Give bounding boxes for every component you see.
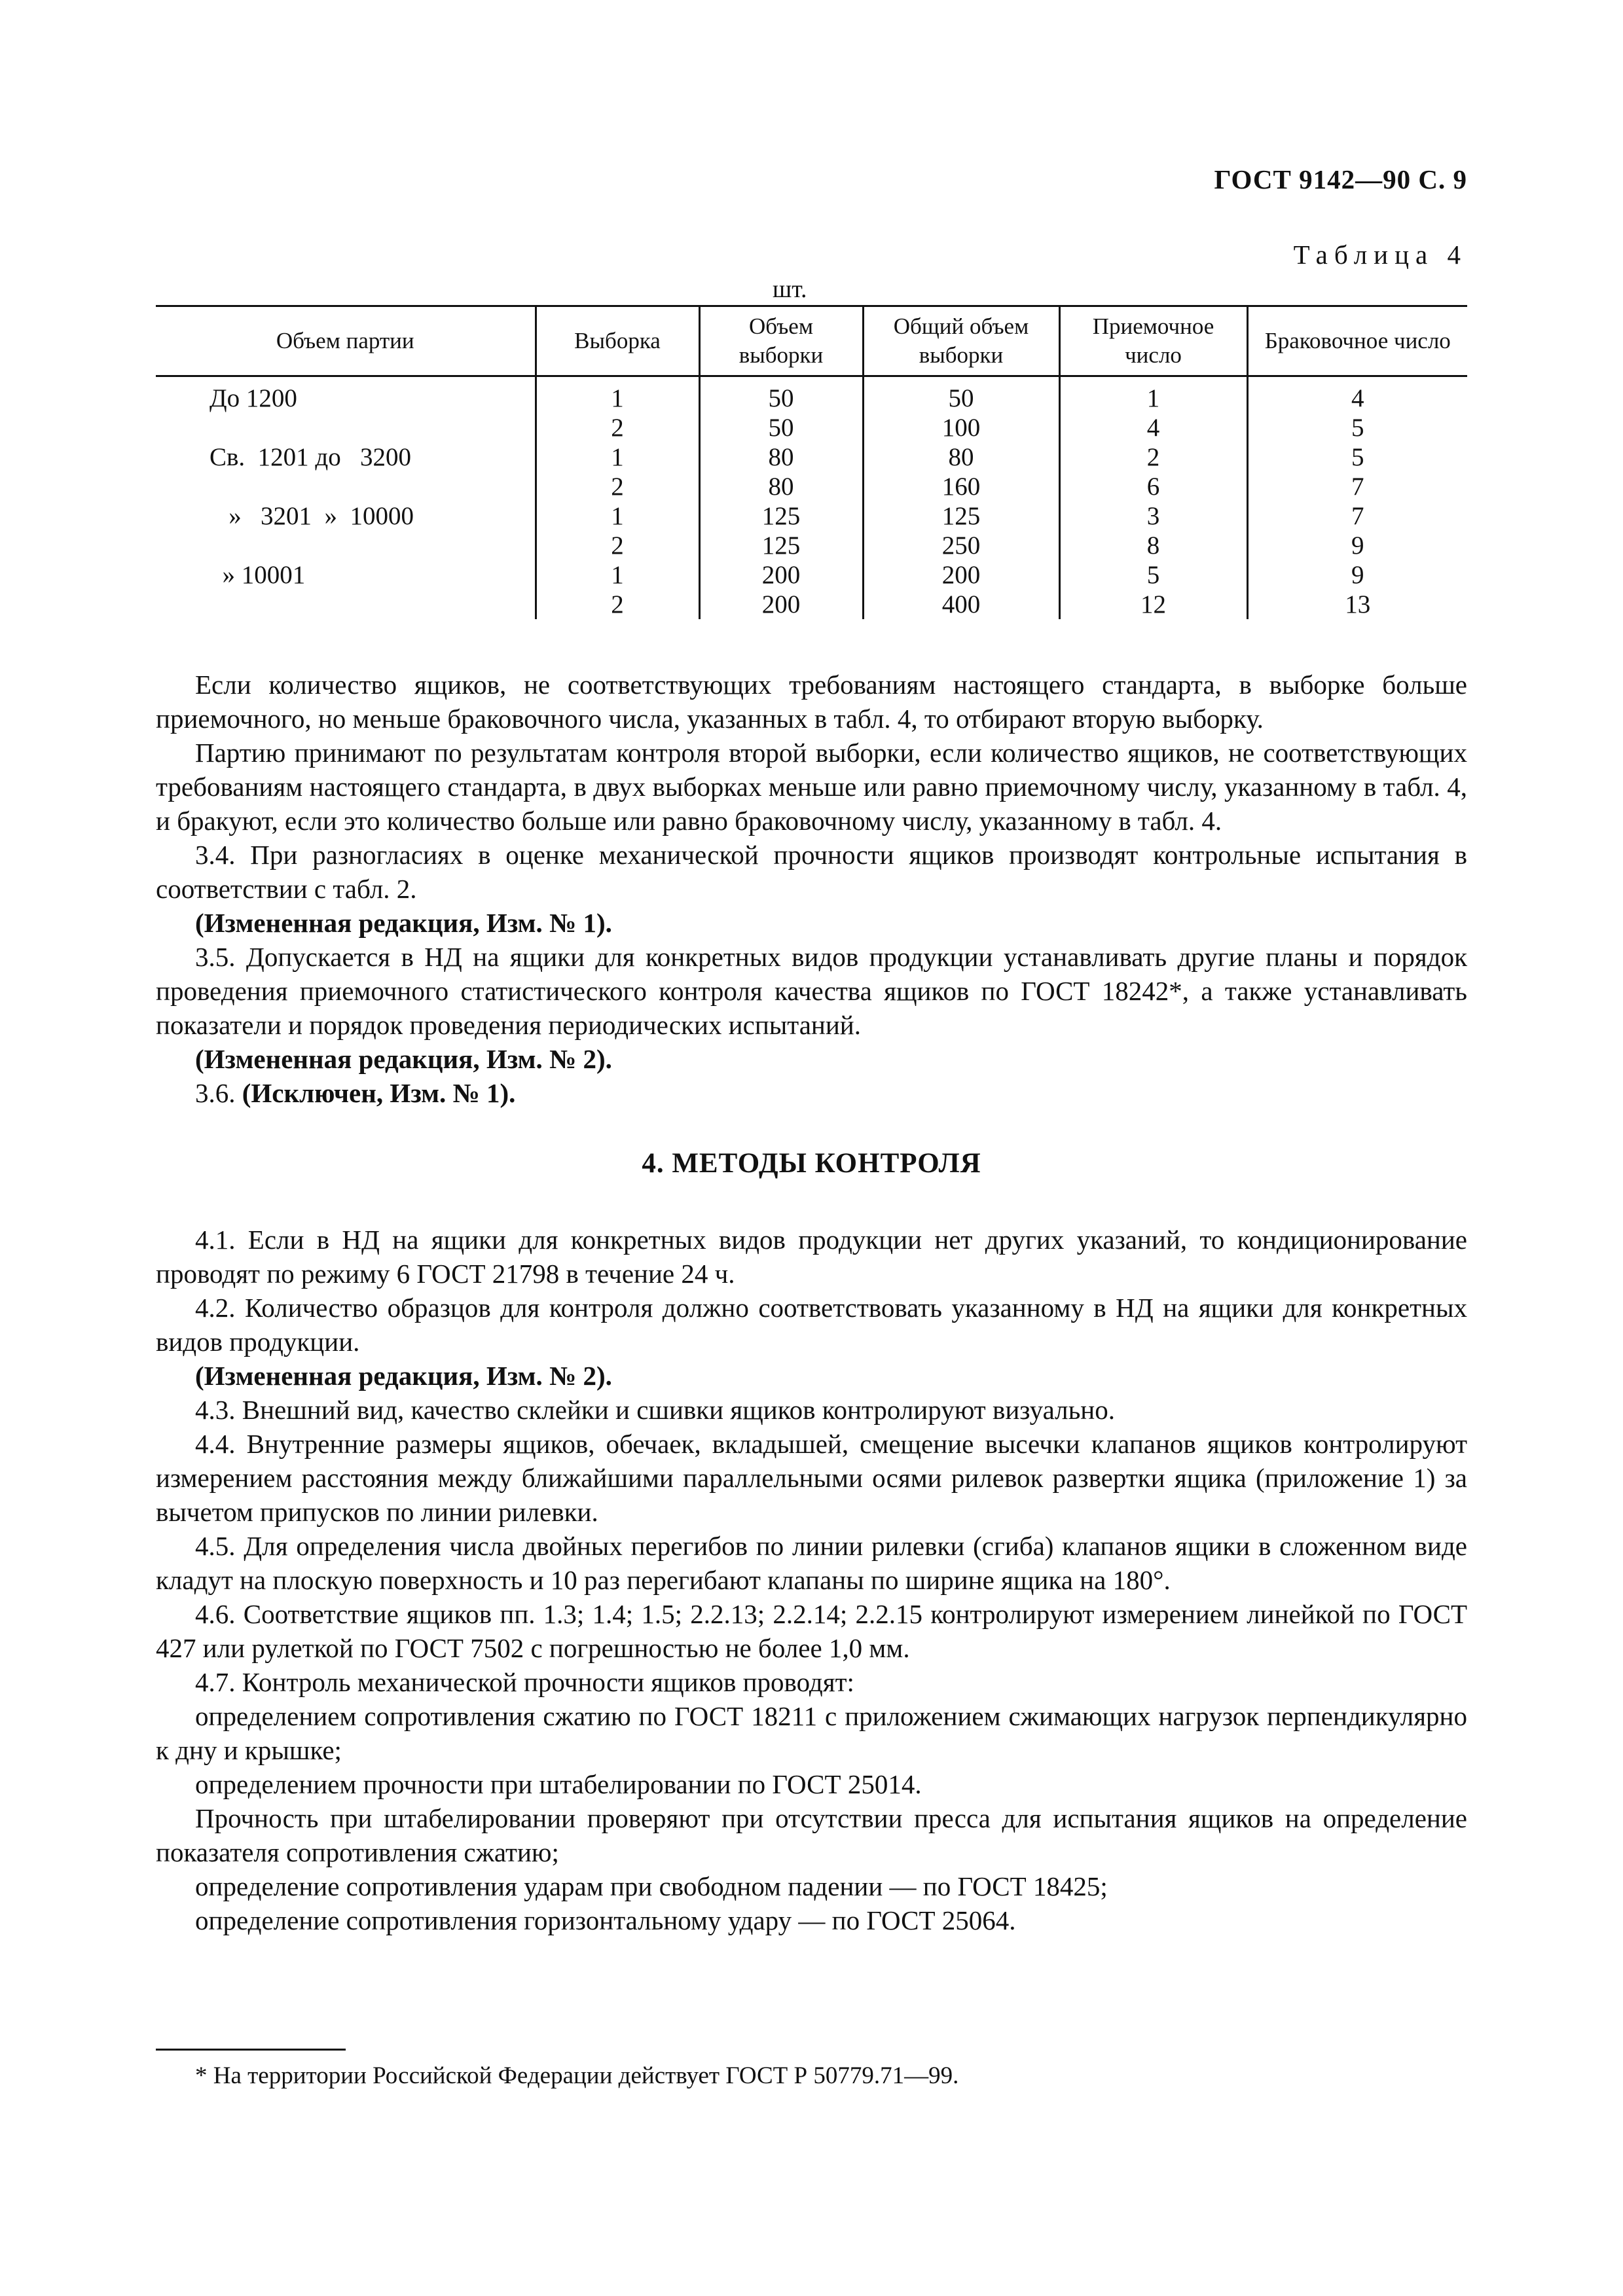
table-cell-reject: 9 [1247, 560, 1467, 590]
table-cell-total: 125 [863, 501, 1059, 531]
table-cell-sample-size: 125 [699, 501, 863, 531]
paragraph: 4.1. Если в НД на ящики для конкретных видов продукции нет других указаний, то кондиционирование проводят по режиму 6 ГОСТ 21798 в течение 24 ч. [156, 1225, 1467, 1289]
table-cell-total: 200 [863, 560, 1059, 590]
table-cell-batch [156, 531, 536, 560]
sampling-table [156, 305, 1467, 619]
table-cell-sample: 2 [536, 531, 699, 560]
amendment-note: (Измененная редакция, Изм. № 2). [195, 1361, 612, 1391]
paragraph: 4.6. Соответствие ящиков пп. 1.3; 1.4; 1.5; 2.2.13; 2.2.14; 2.2.15 контролируют измерением линейкой по ГОСТ 427 или рулеткой по ГОСТ 7502 с погрешностью не более 1,0 мм. [156, 1599, 1467, 1663]
table-row [156, 531, 1467, 560]
table-cell-total: 400 [863, 590, 1059, 619]
amendment-note: (Измененная редакция, Изм. № 1). [195, 908, 612, 938]
table-cell-accept: 5 [1059, 560, 1247, 590]
table-cell-sample: 1 [536, 376, 699, 414]
table-cell-reject: 7 [1247, 501, 1467, 531]
column-header: Объем выборки [699, 306, 863, 376]
table-cell-accept: 8 [1059, 531, 1247, 560]
table-cell-batch: » 10001 [210, 561, 306, 589]
table-cell-reject: 4 [1247, 376, 1467, 414]
table-cell-sample: 2 [536, 472, 699, 501]
table-cell-accept: 3 [1059, 501, 1247, 531]
document-body [156, 668, 1467, 1937]
paragraph: 3.4. При разногласиях в оценке механической прочности ящиков производят контрольные испытания в соответствии с табл. 2. [156, 840, 1467, 904]
table-row [156, 413, 1467, 442]
paragraph: Прочность при штабелировании проверяют при отсутствии пресса для испытания ящиков на определение показателя сопротивления сжатию; [156, 1803, 1467, 1867]
section-4-paragraphs [156, 1223, 1467, 1937]
table-cell-total: 100 [863, 413, 1059, 442]
column-header: Общий объем выборки [863, 306, 1059, 376]
paragraph: определением сопротивления сжатию по ГОСТ 18211 с приложением сжимающих нагрузок перпендикулярно к дну и крышке; [156, 1701, 1467, 1765]
table-cell-sample-size: 125 [699, 531, 863, 560]
footnote: * На территории Российской Федерации действует ГОСТ Р 50779.71—99. [195, 2062, 959, 2089]
table-cell-sample: 1 [536, 442, 699, 472]
paragraph: 4.7. Контроль механической прочности ящиков проводят: [195, 1667, 854, 1697]
table-row [156, 472, 1467, 501]
table-row [156, 376, 1467, 414]
table-unit-label: шт. [773, 276, 807, 303]
table-header-row [156, 306, 1467, 376]
table-cell-reject: 7 [1247, 472, 1467, 501]
section-title: 4. МЕТОДЫ КОНТРОЛЯ [642, 1148, 981, 1179]
table-cell-reject: 5 [1247, 413, 1467, 442]
table-cell-reject: 9 [1247, 531, 1467, 560]
table-cell-accept: 12 [1059, 590, 1247, 619]
table-row [156, 501, 1467, 531]
table-cell-sample-size: 50 [699, 413, 863, 442]
paragraph: определением прочности при штабелировании по ГОСТ 25014. [195, 1769, 922, 1799]
table-row [156, 590, 1467, 619]
table-cell-accept: 6 [1059, 472, 1247, 501]
item-note: (Исключен, Изм. № 1). [242, 1078, 516, 1108]
table-cell-sample-size: 80 [699, 472, 863, 501]
table-cell-batch: До 1200 [210, 384, 297, 412]
item-number: 3.6. [195, 1078, 242, 1108]
table-cell-batch: » 3201 » 10000 [210, 502, 414, 530]
table-cell-accept: 4 [1059, 413, 1247, 442]
table-cell-sample: 2 [536, 413, 699, 442]
table-cell-sample: 2 [536, 590, 699, 619]
table-cell-accept: 2 [1059, 442, 1247, 472]
paragraph: 4.4. Внутренние размеры ящиков, обечаек, вкладышей, смещение высечки клапанов ящиков контролируют измерением расстояния между ближайшими параллельными осями рилевок развертки ящика (приложение 1) за вычетом припусков по линии рилевки. [156, 1429, 1467, 1527]
paragraph: Если количество ящиков, не соответствующих требованиям настоящего стандарта, в выборке больше приемочного, но меньше браковочного числа, указанных в табл. 4, то отбирают вторую выборку. [156, 670, 1467, 734]
table-cell-batch [156, 413, 536, 442]
page-header: ГОСТ 9142—90 С. 9 [1214, 164, 1467, 194]
table-cell-batch: Св. 1201 до 3200 [210, 443, 412, 471]
paragraph: определение сопротивления горизонтальному удару — по ГОСТ 25064. [195, 1905, 1016, 1935]
section-3-paragraphs [156, 668, 1467, 1076]
column-header: Выборка [536, 306, 699, 376]
paragraph: 3.5. Допускается в НД на ящики для конкретных видов продукции устанавливать другие планы и порядок проведения приемочного статистического контроля качества ящиков по ГОСТ 18242*, а также устанавливать показатели и порядок проведения периодических испытаний. [156, 942, 1467, 1040]
table-cell-reject: 5 [1247, 442, 1467, 472]
column-header: Браковочное число [1247, 306, 1467, 376]
table-cell-total: 80 [863, 442, 1059, 472]
paragraph: 4.5. Для определения числа двойных перегибов по линии рилевки (сгиба) клапанов ящики в сложенном виде кладут на плоскую поверхность и 10 раз перегибают клапаны по ширине ящика на 180°. [156, 1531, 1467, 1595]
table-cell-sample-size: 80 [699, 442, 863, 472]
table-cell-total: 160 [863, 472, 1059, 501]
column-header: Приемочное число [1059, 306, 1247, 376]
paragraph: 4.2. Количество образцов для контроля должно соответствовать указанному в НД на ящики для конкретных видов продукции. [156, 1293, 1467, 1357]
amendment-note: (Измененная редакция, Изм. № 2). [195, 1044, 612, 1074]
table-caption: Таблица 4 [1293, 240, 1467, 270]
item-3-6 [156, 1076, 1467, 1110]
paragraph: определение сопротивления ударам при свободном падении — по ГОСТ 18425; [195, 1871, 1108, 1901]
table-cell-sample-size: 50 [699, 376, 863, 414]
table-cell-total: 50 [863, 376, 1059, 414]
paragraph: 4.3. Внешний вид, качество склейки и сшивки ящиков контролируют визуально. [195, 1395, 1115, 1425]
table-cell-sample-size: 200 [699, 560, 863, 590]
table-row [156, 560, 1467, 590]
table-cell-accept: 1 [1059, 376, 1247, 414]
table-cell-sample: 1 [536, 501, 699, 531]
table-cell-batch [156, 472, 536, 501]
table-cell-total: 250 [863, 531, 1059, 560]
table-row [156, 442, 1467, 472]
table-cell-sample: 1 [536, 560, 699, 590]
table-body [156, 376, 1467, 620]
footnote-rule [156, 2049, 346, 2051]
paragraph: Партию принимают по результатам контроля второй выборки, если количество ящиков, не соответствующих требованиям настоящего стандарта, в двух выборках меньше или равно приемочному числу, указанному в табл. 4, и бракуют, если это количество больше или равно браковочному числу, указанному в табл. 4. [156, 738, 1467, 836]
column-header: Объем партии [156, 306, 536, 376]
table-cell-sample-size: 200 [699, 590, 863, 619]
table-cell-reject: 13 [1247, 590, 1467, 619]
table-cell-batch [156, 590, 536, 619]
